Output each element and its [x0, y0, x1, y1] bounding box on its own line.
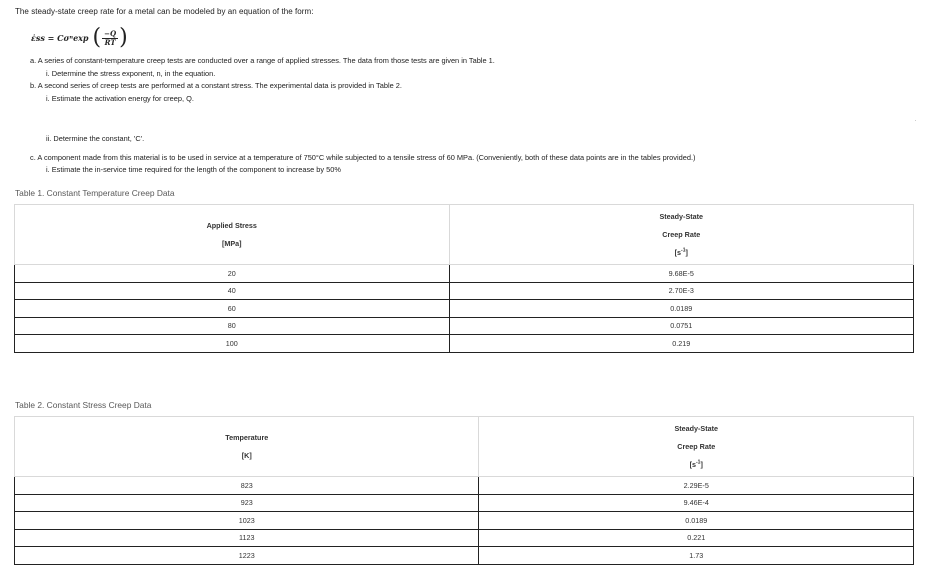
table-row — [15, 265, 914, 283]
part-c: c. A component made from this material is to be used in service at a temperature of 750°C while subjected to a tensile stress of 60 MPa. (Conveniently, both of these data points are in the tables provided.) — [30, 153, 696, 162]
equation-lhs: ε̇ss = Cσⁿexp — [31, 33, 89, 43]
table-row — [15, 494, 914, 512]
table-cell: 1223 — [15, 547, 479, 565]
table-row — [15, 317, 914, 335]
table1-header-stress: Applied Stress [MPa] — [15, 205, 450, 265]
table-cell: 9.68E-5 — [449, 265, 913, 283]
table-cell: 0.221 — [479, 529, 914, 547]
table-cell: 9.46E-4 — [479, 494, 914, 512]
table2 — [14, 416, 914, 565]
part-c-i: i. Estimate the in-service time required for the length of the component to increase by 50% — [46, 165, 341, 174]
table-cell: 60 — [15, 300, 450, 318]
table-cell: 0.0189 — [479, 512, 914, 530]
table-cell: 80 — [15, 317, 450, 335]
table1-header-creep-rate: Steady-State Creep Rate $[s^{-1}]$ — [449, 205, 913, 265]
table-cell: 823 — [15, 477, 479, 495]
table-cell: 40 — [15, 282, 450, 300]
part-b-ii: ii. Determine the constant, 'C'. — [46, 134, 145, 143]
table-cell: 2.29E-5 — [479, 477, 914, 495]
table-row — [15, 477, 914, 495]
table-cell: 1123 — [15, 529, 479, 547]
page-edge-mark — [915, 120, 916, 121]
part-a-i: i. Determine the stress exponent, n, in the equation. — [46, 69, 216, 78]
equation-fraction — [102, 30, 118, 47]
table-cell: 0.219 — [449, 335, 913, 353]
table-cell: 20 — [15, 265, 450, 283]
table-cell: 1023 — [15, 512, 479, 530]
part-b-i: i. Estimate the activation energy for creep, Q. — [46, 94, 194, 103]
part-b: b. A second series of creep tests are performed at a constant stress. The experimental data is provided in Table 2. — [30, 81, 402, 90]
equation-numerator: −Q — [104, 28, 117, 38]
problem-intro: The steady-state creep rate for a metal can be modeled by an equation of the form: — [15, 7, 314, 16]
table-cell: 0.0751 — [449, 317, 913, 335]
equation-denominator: RT — [104, 37, 116, 47]
table1 — [14, 204, 914, 353]
left-paren: ( — [92, 25, 102, 50]
table-row — [15, 512, 914, 530]
table-cell: 100 — [15, 335, 450, 353]
table2-header-creep-rate: Steady-State Creep Rate $[s^{-1}]$ — [479, 417, 914, 477]
creep-equation — [31, 25, 129, 50]
table-row — [15, 282, 914, 300]
part-a: a. A series of constant-temperature creep tests are conducted over a range of applied stresses. The data from those tests are given in Table 1. — [30, 56, 495, 65]
table-row — [15, 547, 914, 565]
table-row — [15, 300, 914, 318]
table-row — [15, 529, 914, 547]
table-cell: 2.70E-3 — [449, 282, 913, 300]
table2-caption: Table 2. Constant Stress Creep Data — [15, 400, 152, 410]
table-row — [15, 335, 914, 353]
right-paren: ) — [119, 25, 128, 50]
table2-header-temperature: Temperature [K] — [15, 417, 479, 477]
table1-caption: Table 1. Constant Temperature Creep Data — [15, 188, 175, 198]
table-cell: 1.73 — [479, 547, 914, 565]
table-cell: 0.0189 — [449, 300, 913, 318]
table-cell: 923 — [15, 494, 479, 512]
